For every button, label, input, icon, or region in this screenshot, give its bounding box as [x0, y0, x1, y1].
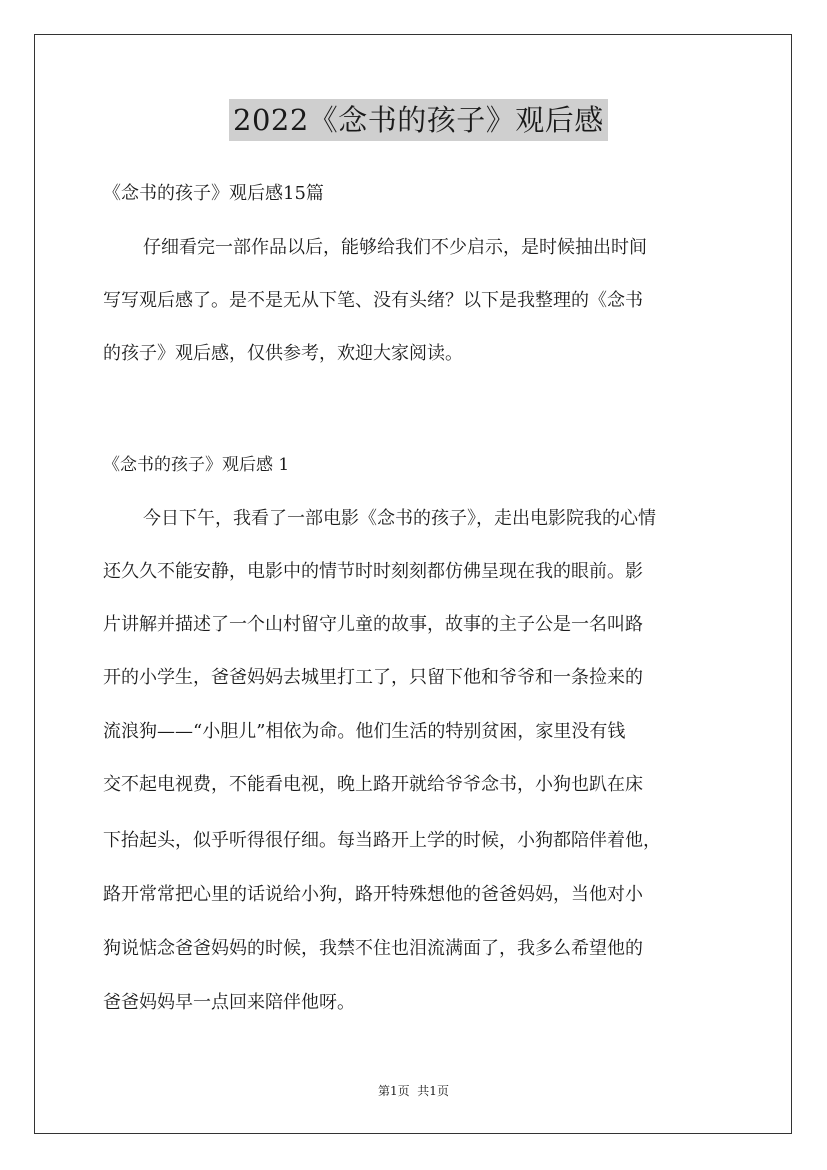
- section-heading: 《念书的孩子》观后感 1: [103, 455, 290, 475]
- body-line: 片讲解并描述了一个山村留守儿童的故事，故事的主子公是一名叫路: [103, 614, 643, 635]
- intro-line: 的孩子》观后感，仅供参考，欢迎大家阅读。: [103, 343, 463, 364]
- document-title: 2022《念书的孩子》观后感: [229, 99, 608, 141]
- body-line: 狗说惦念爸爸妈妈的时候，我禁不住也泪流满面了，我多么希望他的: [103, 938, 643, 959]
- body-line: 开的小学生，爸爸妈妈去城里打工了，只留下他和爷爷和一条捡来的: [103, 667, 643, 688]
- body-line: 流浪狗——“小胆儿”相依为命。他们生活的特别贫困，家里没有钱: [103, 721, 626, 742]
- body-line: 今日下午，我看了一部电影《念书的孩子》，走出电影院我的心情: [143, 508, 656, 529]
- document-subtitle: 《念书的孩子》观后感15篇: [103, 183, 324, 204]
- intro-line: 写写观后感了。是不是无从下笔、没有头绪？以下是我整理的《念书: [103, 290, 643, 311]
- body-line: 交不起电视费，不能看电视，晚上路开就给爷爷念书，小狗也趴在床: [103, 774, 643, 795]
- body-line: 爸爸妈妈早一点回来陪伴他呀。: [103, 992, 355, 1013]
- page-number-footer: 第1页 共1页: [378, 1084, 449, 1098]
- body-line: 下抬起头，似乎听得很仔细。每当路开上学的时候，小狗都陪伴着他，: [103, 830, 661, 851]
- intro-line: 仔细看完一部作品以后，能够给我们不少启示，是时候抽出时间: [143, 237, 647, 258]
- body-line: 路开常常把心里的话说给小狗，路开特殊想他的爸爸妈妈，当他对小: [103, 884, 643, 905]
- body-line: 还久久不能安静，电影中的情节时时刻刻都仿佛呈现在我的眼前。影: [103, 561, 643, 582]
